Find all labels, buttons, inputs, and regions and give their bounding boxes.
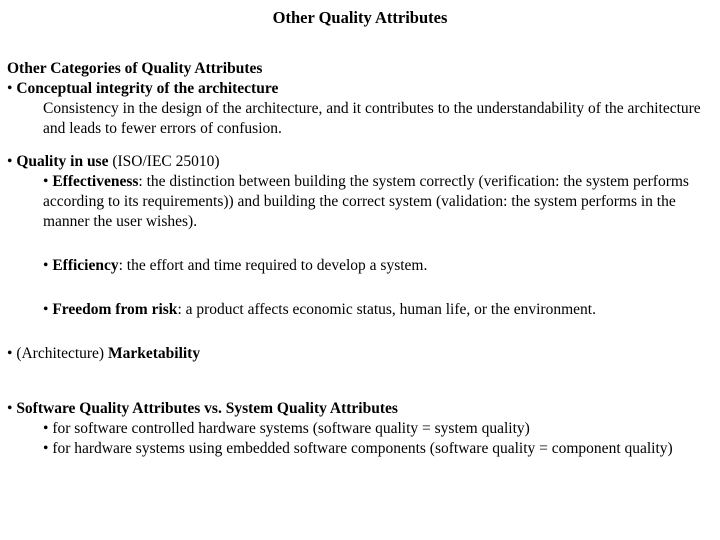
conceptual-integrity-text: Consistency in the design of the architecture, and it contributes to the understandability of the architecture and leads to fewer errors of confusion. xyxy=(43,100,701,137)
embedded-software-text: for hardware systems using embedded software components (software quality = component quality) xyxy=(52,440,673,457)
freedom-from-risk-text: : a product affects economic status, human life, or the environment. xyxy=(177,301,596,318)
software-vs-system-label: Software Quality Attributes vs. System Quality Attributes xyxy=(16,400,398,417)
bullet-glyph: • xyxy=(7,345,13,362)
conceptual-integrity-label: Conceptual integrity of the architecture xyxy=(16,80,279,97)
sub-bullet-effectiveness xyxy=(7,172,715,232)
software-controlled-text: for software controlled hardware systems (software quality = system quality) xyxy=(52,420,530,437)
bullet-glyph: • xyxy=(7,153,13,170)
bullet-marketability xyxy=(7,344,715,364)
bullet-conceptual-integrity xyxy=(7,79,715,99)
bullet-glyph: • xyxy=(43,257,49,274)
sub-bullet-freedom-from-risk xyxy=(7,300,715,320)
bullet-glyph: • xyxy=(43,420,49,437)
freedom-from-risk-term: Freedom from risk xyxy=(52,301,178,318)
bullet-glyph: • xyxy=(43,301,49,318)
marketability-prefix: (Architecture) xyxy=(16,345,108,362)
bullet-glyph: • xyxy=(43,173,49,190)
marketability-label: Marketability xyxy=(107,345,201,362)
section-heading: Other Categories of Quality Attributes xyxy=(7,60,263,77)
slide-title: Other Quality Attributes xyxy=(272,8,448,27)
sub-bullet-efficiency xyxy=(7,256,715,276)
effectiveness-term: Effectiveness xyxy=(52,173,139,190)
effectiveness-text: : the distinction between building the system correctly (verification: the system performs according to its requirements)) and building the correct system (validation: the system performs in the manner the user wishes). xyxy=(43,173,689,230)
sub-bullet-embedded-software xyxy=(7,439,715,459)
bullet-glyph: • xyxy=(43,440,49,457)
bullet-glyph: • xyxy=(7,400,13,417)
efficiency-text: : the effort and time required to develop a system. xyxy=(118,257,428,274)
slide-content xyxy=(7,59,715,459)
bullet-software-vs-system xyxy=(7,399,715,419)
quality-in-use-standard: (ISO/IEC 25010) xyxy=(108,153,220,170)
sub-bullet-software-controlled xyxy=(7,419,715,439)
efficiency-term: Efficiency xyxy=(52,257,119,274)
bullet-glyph: • xyxy=(7,80,13,97)
bullet-quality-in-use xyxy=(7,152,715,172)
quality-in-use-label: Quality in use xyxy=(16,153,109,170)
